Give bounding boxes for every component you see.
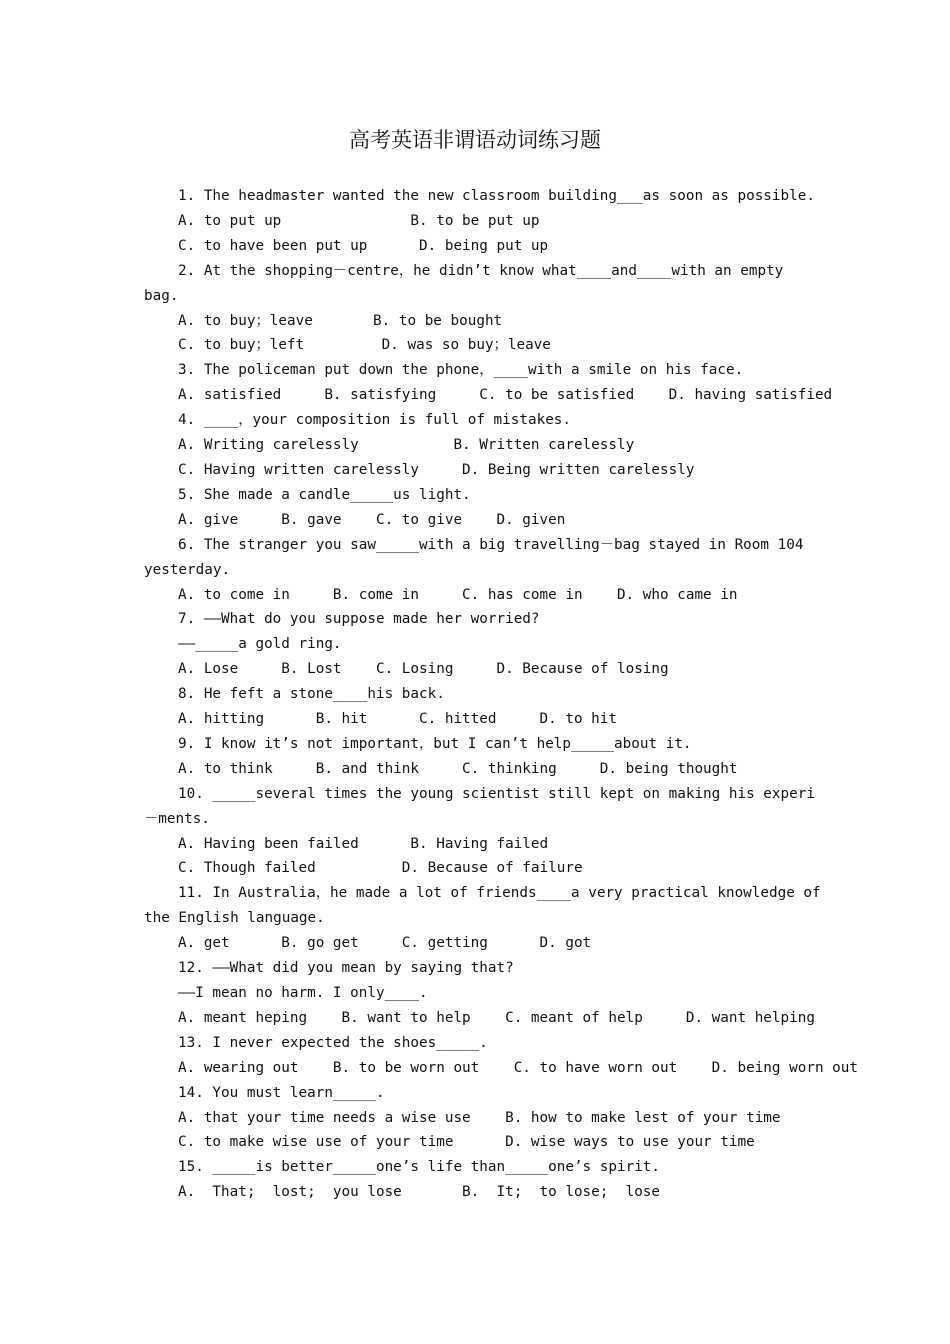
text-line: C. to make wise use of your time D. wise ways to use your time (178, 1134, 755, 1151)
text-line: A. satisfied B. satisfying C. to be satisfied D. having satisfied (178, 387, 833, 404)
text-line: 2. At the shopping－centre，he didn’t know what____and____with an empty (178, 262, 784, 279)
text-line: 6. The stranger you saw_____with a big travelling－bag stayed in Room 104 (178, 536, 804, 553)
text-line: A. hitting B. hit C. hitted D. to hit (178, 711, 617, 728)
text-line: bag. (144, 287, 179, 304)
text-line: A. Having been failed B. Having failed (178, 835, 549, 852)
text-line: A. Writing carelessly B. Written carelessly (178, 437, 635, 454)
text-line: 13. I never expected the shoes_____. (178, 1034, 488, 1051)
text-line: A. to put up B. to be put up (178, 212, 540, 229)
text-line: 3. The policeman put down the phone，____with a smile on his face. (178, 362, 744, 379)
text-line: 8. He feft a stone____his back. (178, 686, 445, 703)
text-line: A. give B. gave C. to give D. given (178, 511, 566, 528)
text-line: 10. _____several times the young scientist still kept on making his experi (178, 785, 815, 802)
text-line: C. to buy；left D. was so buy；leave (178, 337, 551, 354)
text-line: the English language. (144, 910, 325, 927)
text-line: A. that your time needs a wise use B. how to make lest of your time (178, 1109, 781, 1126)
text-line: C. Though failed D. Because of failure (178, 860, 583, 877)
text-line: yesterday. (144, 561, 231, 578)
text-line: ——I mean no harm. I only____. (178, 985, 428, 1001)
exercise-body (144, 184, 858, 1205)
text-line: A. meant heping B. want to help C. meant of help D. want helping (178, 1009, 815, 1026)
text-line: A. to come in B. come in C. has come in D. who came in (178, 586, 738, 603)
text-line: 15. _____is better_____one’s life than_____one’s spirit. (178, 1159, 661, 1176)
text-line: 12. ——What did you mean by saying that? (178, 960, 514, 977)
text-line: 14. You must learn_____. (178, 1084, 385, 1101)
text-line: －ments. (144, 810, 210, 827)
text-line: C. to have been put up D. being put up (178, 237, 549, 254)
text-line: A. That; lost; you lose B. It; to lose; lose (178, 1184, 661, 1201)
text-line: C. Having written carelessly D. Being written carelessly (178, 461, 695, 478)
text-line: 7. ——What do you suppose made her worried? (178, 611, 540, 628)
text-line: A. to think B. and think C. thinking D. being thought (178, 760, 738, 777)
text-line: 4. ____，your composition is full of mistakes. (178, 412, 572, 429)
text-line: 9. I know it’s not important，but I can’t help_____about it. (178, 735, 692, 752)
text-line: A. get B. go get C. getting D. got (178, 935, 592, 952)
text-line: 11. In Australia，he made a lot of friends____a very practical knowledge of (178, 885, 821, 902)
text-line: 5. She made a candle_____us light. (178, 486, 471, 503)
text-line: A. Lose B. Lost C. Losing D. Because of losing (178, 661, 669, 678)
text-line: A. to buy；leave B. to be bought (178, 312, 503, 329)
text-line: 1. The headmaster wanted the new classroom building___as soon as possible. (178, 188, 815, 204)
text-line: A. wearing out B. to be worn out C. to have worn out D. being worn out (178, 1059, 858, 1076)
page-title: 高考英语非谓语动词练习题 (349, 128, 601, 152)
text-line: ——_____a gold ring. (178, 636, 342, 653)
